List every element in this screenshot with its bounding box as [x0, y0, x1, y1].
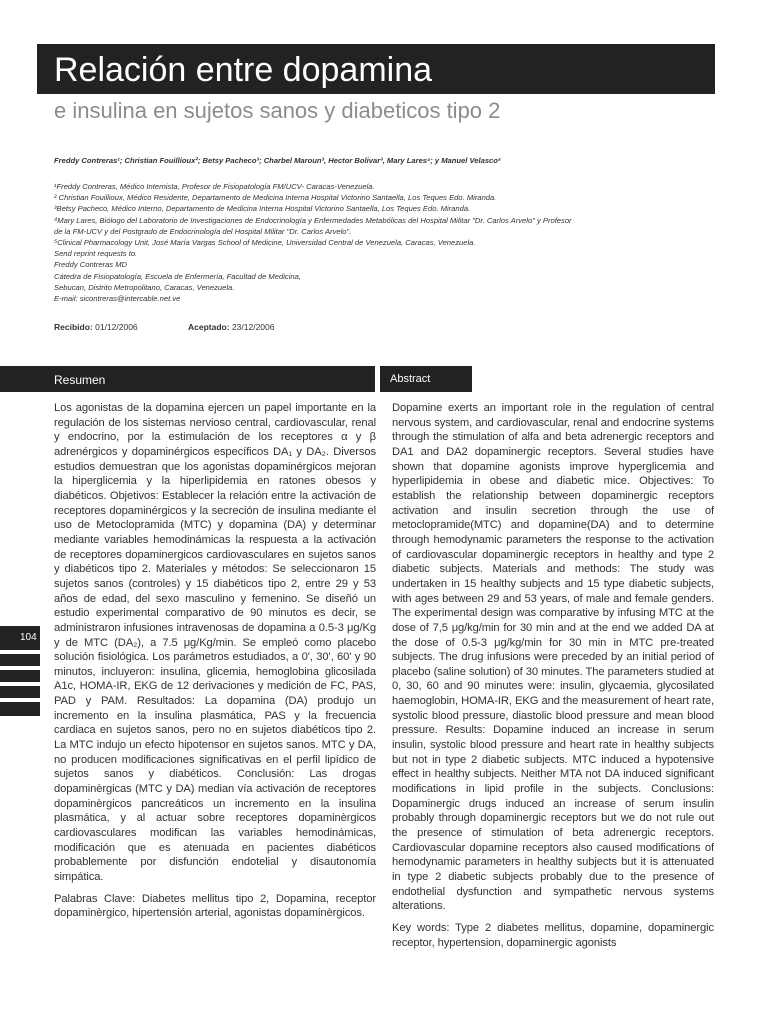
abstract-keywords: Key words: Type 2 diabetes mellitus, dopamine, dopaminergic receptor, hypertension, dopaminergic agonists — [392, 921, 714, 949]
side-stripe — [0, 670, 40, 682]
abstract-column — [392, 401, 714, 950]
dates — [54, 322, 275, 332]
resumen-keywords: Palabras Clave: Diabetes mellitus tipo 2, Dopamina, receptor dopaminèrgico, hipertensión arterial, agonistas dopaminèrgicos. — [54, 892, 376, 920]
article-title: Relación entre dopamina — [54, 51, 433, 89]
accepted-label: Aceptado: — [188, 322, 230, 332]
side-stripe — [0, 686, 40, 698]
abstract-body: Dopamine exerts an important role in the regulation of central nervous system, and cardiovascular, renal and endocrine systems through the stimulation of alfa and beta adrenergic receptors and DA1 and DA2 dopaminergic receptors. Several studies have shown that dopamine agonists improve hyperglicemia and hyperlipidemia in obese and diabetic mice. Objectives: To establish the relationship between dopaminergic receptors activation and insulin secretion through the use of metoclopramide(MTC) and dopamine(DA) and to determine through hemodynamic parameters the response to the activation of cardiovascular dopaminergic receptors in healthy and type 2 diabetic subjects. Materials and methods: The study was undertaken in 15 healthy subjects and 15 type diabetic subjects, with ages between 29 and 53 years, of male and female genders. The experimental design was comparative by infusing MTC at the dose of 7,5 μg/kg/min for 30 min and at the end we added DA at the dose of 0.5-3 μg/kg/min for 30 min in MTC pre-treated subjects. The drug infusions were preceded by an initial period of placebo (saline solution) of 30 minutes. The parameters studied at 0, 30, 60 and 90 minutes were: insulin, glycaemia, glycosilated haemoglobin, HOMA-IR, EKG and the measurement of heart rate, systolic blood pressure, diastolic blood pressure and mean blood pressure. Results: Dopamine induced an increase in serum insulin, systolic blood pressure and heart rate in healthy subjects but not in type 2 diabetic subjects. MTC induced a hypotensive effect in healthy subjects. Neither MTA not DA induced significant modifications in lipid profile in the subjects. Conclusions: Dopaminergic drugs induced an increase of serum insulin probably through dopaminergic receptors but we do not rule out the presence of stimulation of beta adrenergic receptors. Cardiovascular dopamine receptors also caused modifications of hemodynamic parameters in healthy subjects but it is attenuated in type 2 diabetic subjects probably due to the presence of endothelial dysfunction and sympathetic nervous systems alterations. — [392, 402, 714, 913]
affiliation-line: ³Betsy Pacheco, Médico Interno, Departamento de Medicina Interna Hospital Victorino Santaella, Los Teques Edo. Miranda. — [54, 204, 471, 214]
affiliation-line: ⁴Mary Lares, Biólogo del Laboratorio de Investigaciones de Endocrinología y Enfermedades Metabólicas del Hospital Militar "Dr. Carlos Arvelo" y Profesor — [54, 215, 572, 225]
side-stripe — [0, 702, 40, 716]
affiliation-line: ¹Freddy Contreras, Médico Internista, Profesor de Fisiopatología FM/UCV- Caracas-Venezuela. — [54, 182, 375, 191]
page-number: 104 — [20, 632, 37, 643]
affiliation-line: de la FM-UCV y del Postgrado de Endocrinología del Hospital Militar "Dr. Carlos Arvelo". — [54, 226, 352, 236]
affiliations — [54, 181, 694, 304]
resumen-heading: Resumen — [54, 373, 106, 387]
side-stripe — [0, 654, 40, 666]
affiliation-line: Cátedra de Fisiopatología, Escuela de Enfermería, Facultad de Medicina, — [54, 271, 301, 281]
article-subtitle: e insulina en sujetos sanos y diabeticos tipo 2 — [54, 98, 501, 123]
email-line: E-mail: sicontreras@intercable.net.ve — [54, 294, 181, 304]
resumen-header-bar — [0, 366, 375, 392]
received-label: Recibido: — [54, 322, 93, 332]
accepted-date: 23/12/2006 — [231, 322, 275, 332]
affiliation-line: ² Christian Fouillioux, Médico Residente, Departamento de Medicina Interna Hospital Victorino Santaella, Los Teques Edo. Miranda. — [54, 193, 497, 203]
affiliation-line: ⁵Clinical Pharmacology Unit, José María Vargas School of Medicine, Universidad Central de Venezuela, Caracas, Venezuela. — [54, 238, 476, 248]
accepted — [188, 322, 274, 332]
resumen-body: Los agonistas de la dopamina ejercen un papel importante en la regulación de los sistemas nervioso central, cardiovascular, renal y endocrino, por la estimulación de los receptores α y β adrenérgicos y dopaminérgicos específicos DA₁ y DA₂. Diversos estudios demuestran que los agonistas dopaminérgicos mejoran la hiperglicemia y la hiperlipidemia en ratones obesos y diabéticos. Objetivos: Establecer la relación entre la activación de receptores dopaminérgicos y la secreción de insulina mediante el uso de Metoclopramida (MTC) y dopamina (DA) y determinar mediante variables hemodinámicas la respuesta a la activación de receptores dopaminergicos cardiovasculares en sujetos sanos y diabéticos tipo 2. Materiales y métodos: Se seleccionaron 15 sujetos sanos (controles) y 15 diabéticos tipo 2, entre 29 y 53 años de edad, del sexo masculino y femenino. Se diseñó un estudio experimental comparativo de 90 minutos es decir, se administraron infusiones intravenosas de dopamina a 0.5-3 μg/Kg y de MTC (DA₂), a 7.5 μg/Kg/min. Se empleó como placebo solución fisiológica. Los parámetros estudiados, a 0', 30', 60' y 90 minutos, incluyeron: insulina, glicemia, hemoglobina glicosilada A1c, HOMA-IR, EKG de 12 derivaciones y medición de FC, PAS, PAD y PAM. Resultados: La dopamina (DA) produjo un incremento en la insulina plasmática, PAS y la frecuencia cardiaca en sujetos sanos, pero no en sujetos diabéticos tipo 2. La MTC indujo un efecto hipotensor en sujetos sanos. MTC y DA, no producen modificaciones significativas en el perfil lipídico de sujetos sanos y diabéticos. Conclusión: Las drogas dopaminèrgicas (MTC y DA) median vía activación de receptores dopaminèrgicos pancreáticos un incremento en la insulina plasmática, y al actuar sobre receptores dopaminèrgicos cardiovasculares modifican las variables hemodinámicas, modificación que es atenuada en pacientes diabéticos probablemente por disfunción endotelial y disautonomía simpática. — [54, 402, 376, 883]
affiliation-line: Freddy Contreras MD — [54, 260, 128, 270]
title-bar — [37, 44, 715, 94]
abstract-header-bar — [380, 366, 472, 392]
received-date: 01/12/2006 — [95, 322, 138, 332]
affiliation-line: Send reprint requests to. — [54, 249, 138, 259]
page-number-tab — [0, 626, 40, 650]
abstract-heading: Abstract — [390, 373, 431, 385]
resumen-column — [54, 401, 376, 921]
affiliation-line: Sebucan, Distrito Metropolitano, Caracas, Venezuela. — [54, 282, 235, 292]
author-list: Freddy Contreras¹; Christian Fouillioux²; Betsy Pacheco³; Charbel Maroun³, Hector Bolivar³, Mary Lares⁴; y Manuel Velasco⁵ — [54, 156, 501, 165]
